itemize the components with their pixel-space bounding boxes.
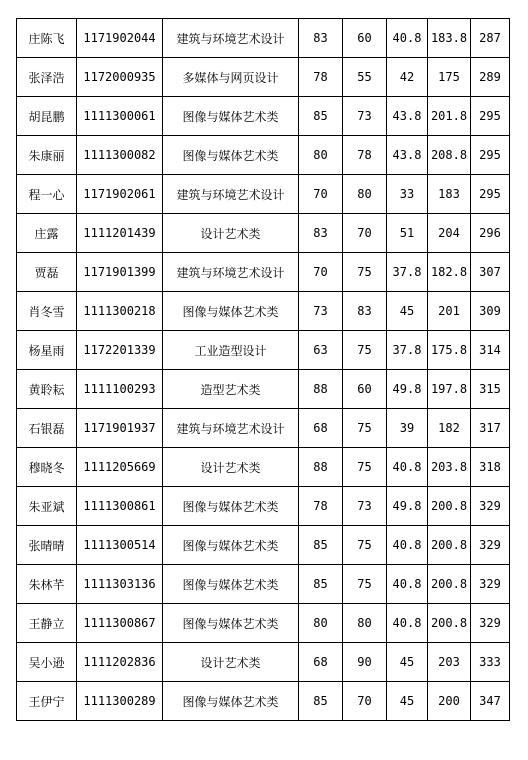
major-cell: 图像与媒体艺术类 — [163, 604, 299, 643]
score-2-cell: 78 — [343, 136, 387, 175]
score-total-cell: 204 — [428, 214, 471, 253]
major-cell: 设计艺术类 — [163, 448, 299, 487]
score-total-cell: 201.8 — [428, 97, 471, 136]
score-total-cell: 182.8 — [428, 253, 471, 292]
major-cell: 图像与媒体艺术类 — [163, 136, 299, 175]
score-1-cell: 85 — [299, 565, 343, 604]
score-2-cell: 73 — [343, 97, 387, 136]
student-id-cell: 1111300082 — [77, 136, 163, 175]
score-3-cell: 37.8 — [387, 253, 428, 292]
score-total-cell: 200.8 — [428, 604, 471, 643]
major-cell: 建筑与环境艺术设计 — [163, 19, 299, 58]
score-total-cell: 203 — [428, 643, 471, 682]
student-id-cell: 1111303136 — [77, 565, 163, 604]
major-cell: 建筑与环境艺术设计 — [163, 409, 299, 448]
score-1-cell: 83 — [299, 19, 343, 58]
rank-cell: 296 — [471, 214, 510, 253]
table-row — [17, 97, 510, 136]
table-row — [17, 331, 510, 370]
score-2-cell: 73 — [343, 487, 387, 526]
student-id-cell: 1111300061 — [77, 97, 163, 136]
score-total-cell: 203.8 — [428, 448, 471, 487]
student-id-cell: 1111300218 — [77, 292, 163, 331]
rank-cell: 289 — [471, 58, 510, 97]
score-2-cell: 80 — [343, 175, 387, 214]
rank-cell: 287 — [471, 19, 510, 58]
student-name-cell: 张泽浩 — [17, 58, 77, 97]
score-3-cell: 40.8 — [387, 565, 428, 604]
student-name-cell: 庄陈飞 — [17, 19, 77, 58]
score-1-cell: 68 — [299, 643, 343, 682]
score-total-cell: 200.8 — [428, 526, 471, 565]
score-1-cell: 85 — [299, 97, 343, 136]
score-total-cell: 197.8 — [428, 370, 471, 409]
score-3-cell: 39 — [387, 409, 428, 448]
rank-cell: 329 — [471, 604, 510, 643]
score-3-cell: 40.8 — [387, 526, 428, 565]
student-name-cell: 朱林芊 — [17, 565, 77, 604]
major-cell: 图像与媒体艺术类 — [163, 565, 299, 604]
student-id-cell: 1111205669 — [77, 448, 163, 487]
student-name-cell: 胡昆鹏 — [17, 97, 77, 136]
rank-cell: 295 — [471, 136, 510, 175]
score-1-cell: 78 — [299, 58, 343, 97]
score-2-cell: 70 — [343, 682, 387, 721]
student-id-cell: 1171902061 — [77, 175, 163, 214]
student-name-cell: 杨星雨 — [17, 331, 77, 370]
score-total-cell: 183.8 — [428, 19, 471, 58]
score-3-cell: 49.8 — [387, 487, 428, 526]
table-row — [17, 19, 510, 58]
student-name-cell: 庄露 — [17, 214, 77, 253]
score-3-cell: 45 — [387, 643, 428, 682]
score-2-cell: 70 — [343, 214, 387, 253]
score-1-cell: 85 — [299, 682, 343, 721]
table-row — [17, 643, 510, 682]
score-total-cell: 200.8 — [428, 487, 471, 526]
score-total-cell: 182 — [428, 409, 471, 448]
table-row — [17, 604, 510, 643]
score-3-cell: 51 — [387, 214, 428, 253]
student-name-cell: 王伊宁 — [17, 682, 77, 721]
score-2-cell: 60 — [343, 19, 387, 58]
student-id-cell: 1111100293 — [77, 370, 163, 409]
rank-cell: 317 — [471, 409, 510, 448]
score-2-cell: 90 — [343, 643, 387, 682]
score-1-cell: 70 — [299, 253, 343, 292]
rank-cell: 315 — [471, 370, 510, 409]
rank-cell: 329 — [471, 487, 510, 526]
score-1-cell: 83 — [299, 214, 343, 253]
score-1-cell: 73 — [299, 292, 343, 331]
student-id-cell: 1111201439 — [77, 214, 163, 253]
score-3-cell: 43.8 — [387, 97, 428, 136]
student-name-cell: 石银磊 — [17, 409, 77, 448]
major-cell: 建筑与环境艺术设计 — [163, 175, 299, 214]
table-row — [17, 214, 510, 253]
major-cell: 图像与媒体艺术类 — [163, 292, 299, 331]
score-1-cell: 88 — [299, 370, 343, 409]
score-3-cell: 42 — [387, 58, 428, 97]
score-2-cell: 75 — [343, 409, 387, 448]
score-table — [16, 18, 510, 721]
table-body — [17, 19, 510, 721]
score-total-cell: 175.8 — [428, 331, 471, 370]
score-3-cell: 45 — [387, 682, 428, 721]
student-name-cell: 张晴晴 — [17, 526, 77, 565]
rank-cell: 318 — [471, 448, 510, 487]
table-row — [17, 526, 510, 565]
table-row — [17, 58, 510, 97]
student-id-cell: 1111300861 — [77, 487, 163, 526]
student-name-cell: 王静立 — [17, 604, 77, 643]
student-id-cell: 1171902044 — [77, 19, 163, 58]
student-id-cell: 1111202836 — [77, 643, 163, 682]
table-row — [17, 682, 510, 721]
score-3-cell: 37.8 — [387, 331, 428, 370]
rank-cell: 329 — [471, 565, 510, 604]
student-id-cell: 1171901937 — [77, 409, 163, 448]
score-1-cell: 70 — [299, 175, 343, 214]
rank-cell: 295 — [471, 97, 510, 136]
score-3-cell: 33 — [387, 175, 428, 214]
table-row — [17, 448, 510, 487]
score-3-cell: 43.8 — [387, 136, 428, 175]
score-2-cell: 60 — [343, 370, 387, 409]
table-row — [17, 487, 510, 526]
table-row — [17, 175, 510, 214]
score-1-cell: 78 — [299, 487, 343, 526]
table-row — [17, 370, 510, 409]
score-2-cell: 55 — [343, 58, 387, 97]
student-id-cell: 1171901399 — [77, 253, 163, 292]
rank-cell: 329 — [471, 526, 510, 565]
student-name-cell: 吴小逊 — [17, 643, 77, 682]
rank-cell: 307 — [471, 253, 510, 292]
score-total-cell: 183 — [428, 175, 471, 214]
table-row — [17, 292, 510, 331]
score-total-cell: 175 — [428, 58, 471, 97]
rank-cell: 309 — [471, 292, 510, 331]
score-1-cell: 80 — [299, 136, 343, 175]
student-id-cell: 1111300867 — [77, 604, 163, 643]
student-id-cell: 1111300289 — [77, 682, 163, 721]
table-row — [17, 409, 510, 448]
major-cell: 图像与媒体艺术类 — [163, 526, 299, 565]
major-cell: 造型艺术类 — [163, 370, 299, 409]
score-1-cell: 88 — [299, 448, 343, 487]
score-2-cell: 80 — [343, 604, 387, 643]
score-3-cell: 40.8 — [387, 448, 428, 487]
major-cell: 设计艺术类 — [163, 214, 299, 253]
score-3-cell: 40.8 — [387, 19, 428, 58]
score-2-cell: 75 — [343, 253, 387, 292]
student-name-cell: 程一心 — [17, 175, 77, 214]
score-1-cell: 85 — [299, 526, 343, 565]
score-2-cell: 83 — [343, 292, 387, 331]
score-3-cell: 45 — [387, 292, 428, 331]
student-name-cell: 朱亚斌 — [17, 487, 77, 526]
score-3-cell: 40.8 — [387, 604, 428, 643]
student-name-cell: 肖冬雪 — [17, 292, 77, 331]
major-cell: 建筑与环境艺术设计 — [163, 253, 299, 292]
student-name-cell: 穆晓冬 — [17, 448, 77, 487]
student-name-cell: 贾磊 — [17, 253, 77, 292]
score-1-cell: 68 — [299, 409, 343, 448]
major-cell: 多媒体与网页设计 — [163, 58, 299, 97]
major-cell: 工业造型设计 — [163, 331, 299, 370]
score-1-cell: 63 — [299, 331, 343, 370]
rank-cell: 295 — [471, 175, 510, 214]
student-name-cell: 朱康丽 — [17, 136, 77, 175]
score-total-cell: 201 — [428, 292, 471, 331]
major-cell: 图像与媒体艺术类 — [163, 682, 299, 721]
student-id-cell: 1172201339 — [77, 331, 163, 370]
major-cell: 设计艺术类 — [163, 643, 299, 682]
score-2-cell: 75 — [343, 331, 387, 370]
table-row — [17, 565, 510, 604]
score-2-cell: 75 — [343, 448, 387, 487]
score-total-cell: 200.8 — [428, 565, 471, 604]
score-2-cell: 75 — [343, 526, 387, 565]
rank-cell: 333 — [471, 643, 510, 682]
score-total-cell: 208.8 — [428, 136, 471, 175]
score-3-cell: 49.8 — [387, 370, 428, 409]
rank-cell: 347 — [471, 682, 510, 721]
major-cell: 图像与媒体艺术类 — [163, 487, 299, 526]
student-name-cell: 黄聆耘 — [17, 370, 77, 409]
rank-cell: 314 — [471, 331, 510, 370]
score-2-cell: 75 — [343, 565, 387, 604]
student-id-cell: 1172000935 — [77, 58, 163, 97]
score-1-cell: 80 — [299, 604, 343, 643]
table-row — [17, 253, 510, 292]
score-total-cell: 200 — [428, 682, 471, 721]
student-id-cell: 1111300514 — [77, 526, 163, 565]
major-cell: 图像与媒体艺术类 — [163, 97, 299, 136]
table-row — [17, 136, 510, 175]
